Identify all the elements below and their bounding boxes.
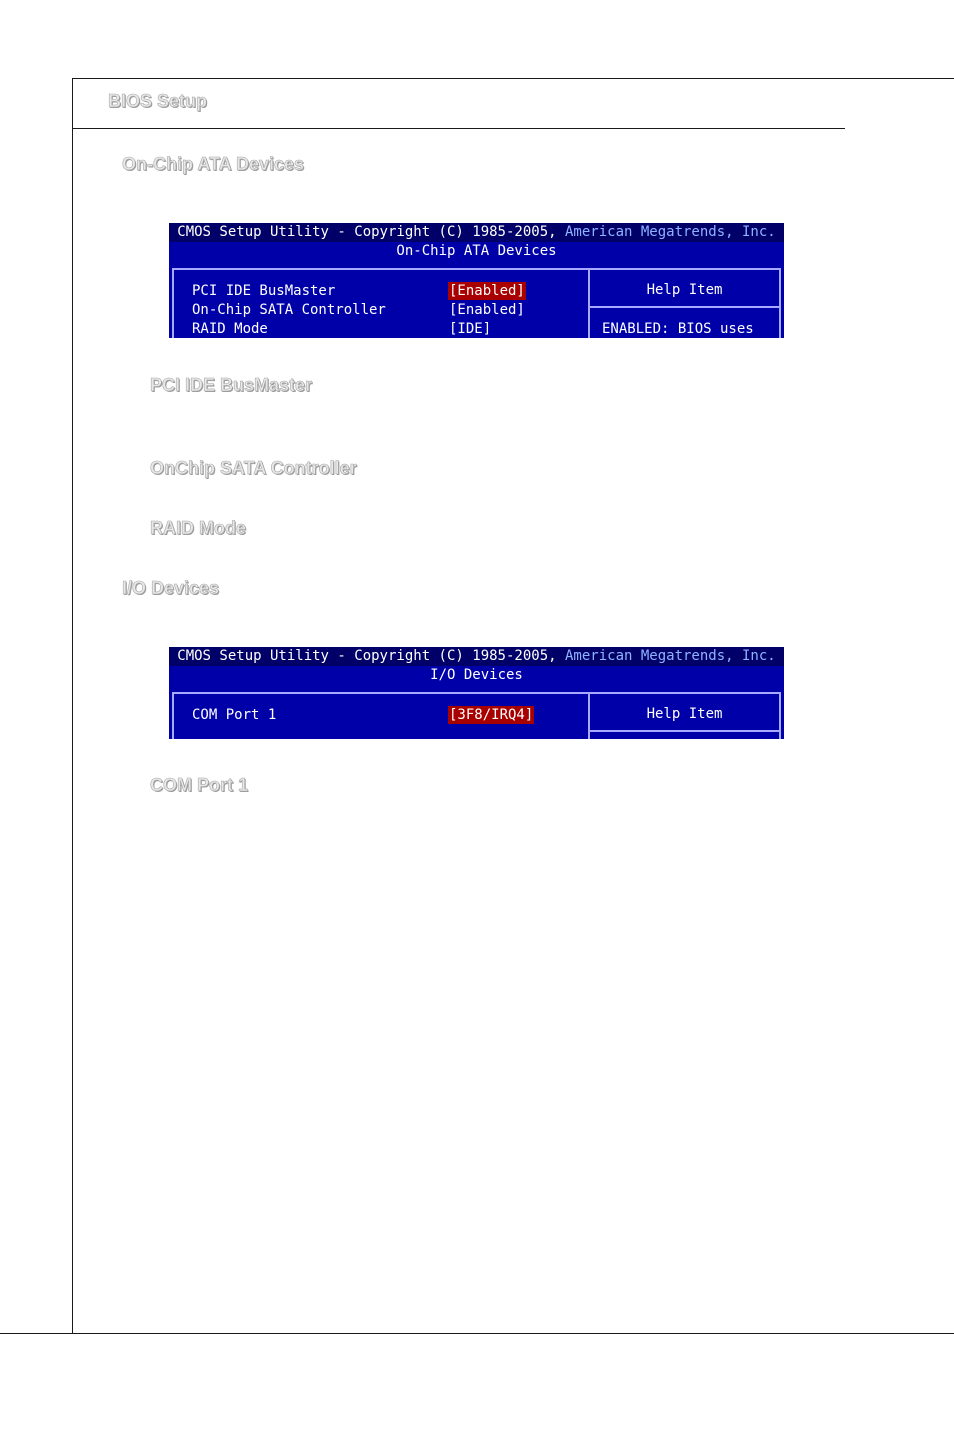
bios-copyright-bar: [169, 223, 784, 242]
copyright-prefix: CMOS Setup Utility - Copyright (C) 1985-2005,: [177, 648, 557, 664]
help-item-title: Help Item: [646, 706, 723, 722]
copyright-prefix: CMOS Setup Utility - Copyright (C) 1985-2005,: [177, 224, 557, 240]
menu-label-raid-mode[interactable]: RAID Mode: [192, 321, 268, 337]
menu-value-raid-mode[interactable]: [IDE]: [449, 321, 492, 337]
bios-copyright-bar: [169, 647, 784, 666]
help-text: ENABLED: BIOS uses: [602, 321, 754, 337]
header-underline: [72, 128, 845, 129]
bios-main-frame: [172, 692, 781, 739]
page-header: BIOS Setup: [108, 91, 208, 111]
help-divider: [588, 270, 590, 338]
help-item-title: Help Item: [646, 282, 723, 298]
page-top-rule: [72, 78, 954, 79]
subheading-onchip-sata-controller: OnChip SATA Controller: [150, 458, 357, 478]
menu-label-pci-ide-busmaster[interactable]: PCI IDE BusMaster: [192, 283, 336, 299]
bios-screen-title: On-Chip ATA Devices: [169, 242, 784, 261]
section-title-onchip-ata: On-Chip ATA Devices: [122, 154, 305, 174]
menu-value-onchip-sata-controller[interactable]: [Enabled]: [449, 302, 525, 318]
menu-value-pci-ide-busmaster[interactable]: [Enabled]: [449, 283, 525, 299]
bios-screen-title: I/O Devices: [169, 666, 784, 685]
subheading-pci-ide-busmaster: PCI IDE BusMaster: [150, 375, 313, 395]
page-bottom-rule: [0, 1333, 954, 1334]
subheading-raid-mode: RAID Mode: [150, 518, 246, 538]
copyright-vendor: American Megatrends, Inc.: [565, 224, 776, 240]
copyright-vendor: American Megatrends, Inc.: [565, 648, 776, 664]
bios-main-frame: [172, 268, 781, 338]
section-title-io-devices: I/O Devices: [122, 578, 220, 598]
menu-value-com-port-1[interactable]: [3F8/IRQ4]: [449, 707, 534, 723]
bios-screen-onchip-ata: [169, 223, 784, 338]
subheading-com-port-1: COM Port 1: [150, 775, 249, 795]
page-left-rule: [72, 78, 73, 1334]
bios-screen-io-devices: [169, 647, 784, 739]
menu-label-onchip-sata-controller[interactable]: On-Chip SATA Controller: [192, 302, 386, 318]
help-separator: [590, 306, 779, 308]
help-separator: [590, 730, 779, 732]
menu-label-com-port-1[interactable]: COM Port 1: [192, 707, 277, 723]
